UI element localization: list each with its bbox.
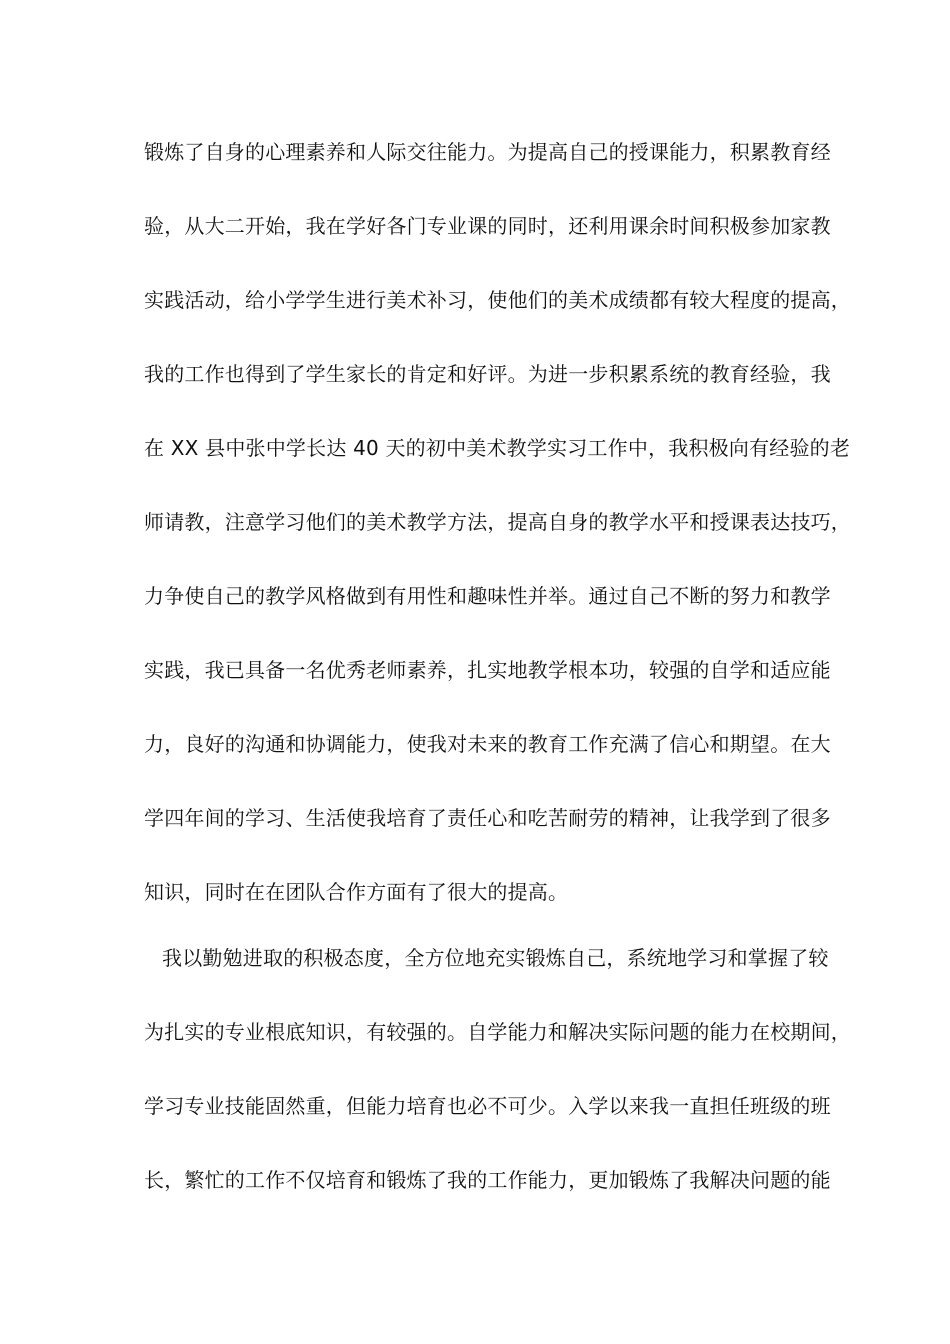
text-line: 师请教，注意学习他们的美术教学方法，提高自身的教学水平和授课表达技巧， [144,510,851,534]
text-line: 学习专业技能固然重，但能力培育也必不可少。入学以来我一直担任班级的班 [144,1094,831,1118]
text-line: 学四年间的学习、生活使我培育了责任心和吃苦耐劳的精神，让我学到了很多 [144,806,831,830]
text-line: 在 XX 县中张中学长达 40 天的初中美术教学实习工作中，我积极向有经验的老 [144,436,851,460]
text-line: 为扎实的专业根底知识，有较强的。自学能力和解决实际问题的能力在校期间， [144,1020,851,1044]
text-line: 验，从大二开始，我在学好各门专业课的同时，还利用课余时间积极参加家教 [144,214,831,238]
text-line: 实践活动，给小学学生进行美术补习，使他们的美术成绩都有较大程度的提高， [144,288,851,312]
text-line: 锻炼了自身的心理素养和人际交往能力。为提高自己的授课能力，积累教育经 [144,140,831,164]
text-line: 力争使自己的教学风格做到有用性和趣味性并举。通过自己不断的努力和教学 [144,584,831,608]
text-line: 我的工作也得到了学生家长的肯定和好评。为进一步积累系统的教育经验，我 [144,362,831,386]
text-line: 力，良好的沟通和协调能力，使我对未来的教育工作充满了信心和期望。在大 [144,732,831,756]
text-line: 长，繁忙的工作不仅培育和锻炼了我的工作能力，更加锻炼了我解决问题的能 [144,1168,831,1192]
text-line: 我以勤勉进取的积极态度，全方位地充实锻炼自己，系统地学习和掌握了较 [162,946,829,970]
text-line: 实践，我已具备一名优秀老师素养，扎实地教学根本功，较强的自学和适应能 [144,658,831,682]
text-line: 知识，同时在在团队合作方面有了很大的提高。 [144,880,569,904]
